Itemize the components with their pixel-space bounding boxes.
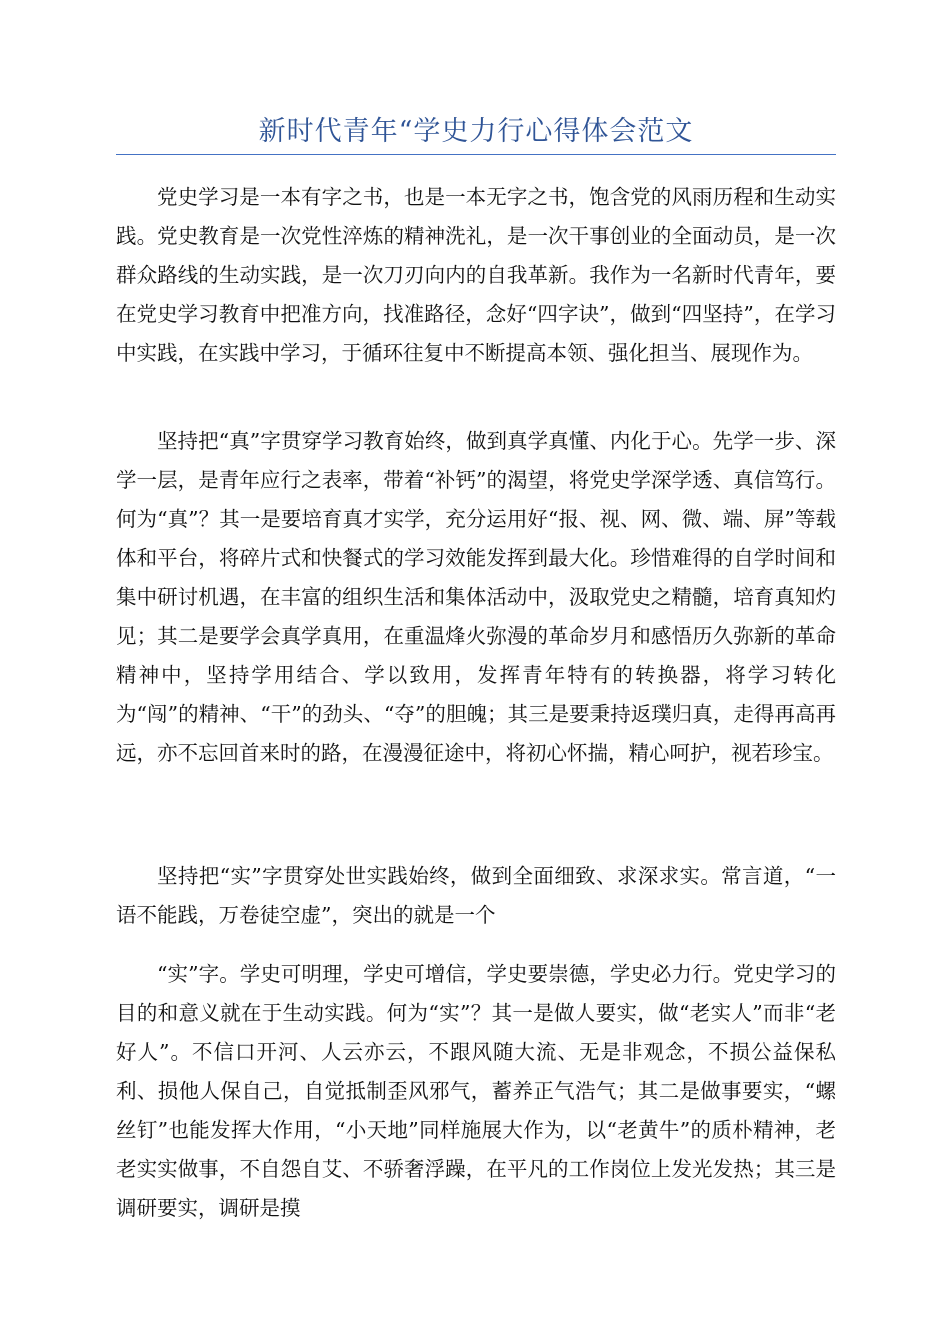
title-underline — [116, 154, 836, 155]
paragraph-1: 党史学习是一本有字之书，也是一本无字之书，饱含党的风雨历程和生动实践。党史教育是一次党性淬炼的精神洗礼，是一次干事创业的全面动员，是一次群众路线的生动实践，是一次刀刃向内的自我革新。我作为一名新时代青年，要在党史学习教育中把准方向，找准路径，念好“四字诀”，做到“四坚持”，在学习中实践，在实践中学习，于循环往复中不断提高本领、强化担当、展现作为。 — [116, 185, 836, 365]
paragraph-4: “实”字。学史可明理，学史可增信，学史要崇德，学史必力行。党史学习的目的和意义就在于生动实践。何为“实”？其一是做人要实，做“老实人”而非“老好人”。不信口开河、人云亦云，不跟风随大流、无是非观念，不损公益保私利、损他人保自己，自觉抵制歪风邪气，蓄养正气浩气；其二是做事要实，“螺丝钉”也能发挥大作用，“小天地”同样施展大作为，以“老黄牛”的质朴精神，老老实实做事，不自怨自艾、不骄奢浮躁，在平凡的工作岗位上发光发热；其三是调研要实，调研是摸 — [116, 962, 836, 1220]
paragraph-2: 坚持把“真”字贯穿学习教育始终，做到真学真懂、内化于心。先学一步、深学一层，是青年应行之表率，带着“补钙”的渴望，将党史学深学透、真信笃行。何为“真”？其一是要培育真才实学，充分运用好“报、视、网、微、端、屏”等载体和平台，将碎片式和快餐式的学习效能发挥到最大化。珍惜难得的自学时间和集中研讨机遇，在丰富的组织生活和集体活动中，汲取党史之精髓，培育真知灼见；其二是要学会真学真用，在重温烽火弥漫的革命岁月和感悟历久弥新的革命精神中，坚持学用结合、学以致用，发挥青年特有的转换器，将学习转化为“闯”的精神、“干”的劲头、“夺”的胆魄；其三是要秉持返璞归真，走得再高再远，亦不忘回首来时的路，在漫漫征途中，将初心怀揣，精心呵护，视若珍宝。 — [116, 429, 836, 765]
paragraph-3: 坚持把“实”字贯穿处世实践始终，做到全面细致、求深求实。常言道，“一语不能践，万卷徒空虚”，突出的就是一个 — [116, 864, 836, 927]
document-title: 新时代青年“学史力行心得体会范文 — [258, 116, 694, 147]
